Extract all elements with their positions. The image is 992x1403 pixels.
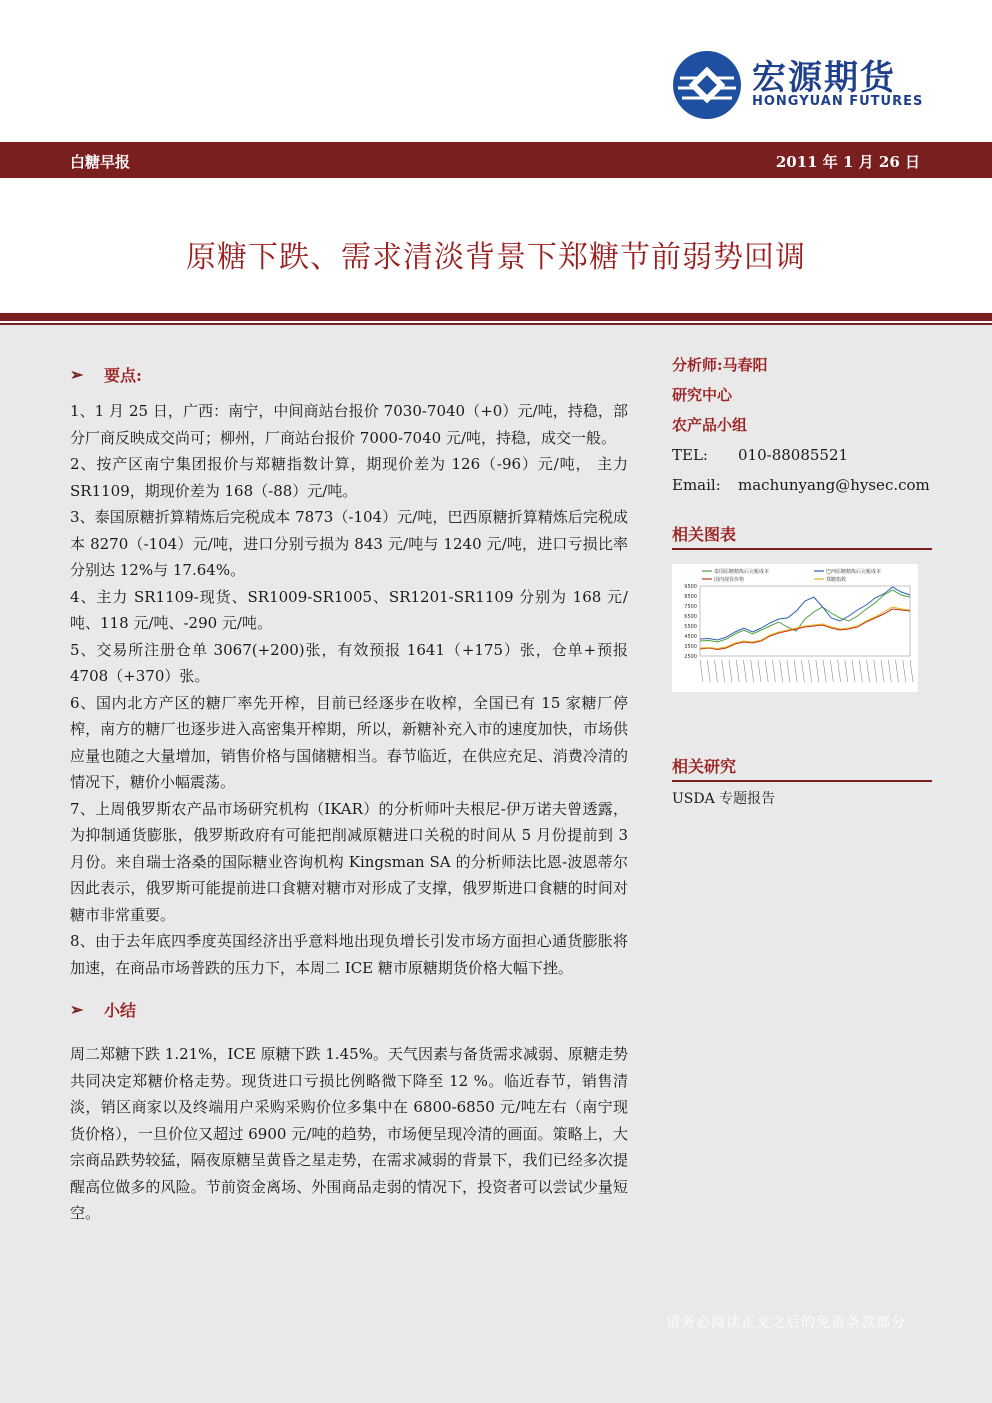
legend-label: 泰国原糖精炼后完税成本	[714, 569, 770, 575]
x-tick-mark	[765, 660, 768, 682]
x-tick-mark	[903, 660, 906, 682]
x-tick-mark	[910, 660, 913, 682]
x-tick-mark	[816, 660, 819, 682]
key-points-title: 要点:	[104, 365, 142, 385]
group-name: 农产品小组	[672, 416, 748, 434]
key-point-6: 6、国内北方产区的糖厂率先开榨，目前已经逐步在收榨，全国已有 15 家糖厂停榨，南方的糖厂也逐步进入高密集开榨期，所以，新糖补充入市的速度加快，市场供应量也随之大量增加，销售价格与国储糖相当。春节临近，在供应充足、消费冷清的情况下，糖价小幅震荡。	[70, 693, 628, 791]
x-tick-mark	[722, 660, 725, 682]
arrow-bullet-icon: ➢	[70, 364, 84, 384]
legend-label: 巴西原糖精炼后完税成本	[826, 569, 882, 575]
y-tick-label: 2500	[684, 654, 697, 660]
key-points-heading	[70, 360, 628, 388]
x-tick-mark	[859, 660, 862, 682]
tel-row	[672, 440, 932, 470]
x-tick-mark	[852, 660, 855, 682]
x-tick-mark	[874, 660, 877, 682]
x-tick-mark	[801, 660, 804, 682]
series-line	[700, 607, 910, 649]
x-tick-mark	[838, 660, 841, 682]
disclaimer-note: 请务必阅读正文之后的免责条款部分	[666, 1315, 906, 1331]
x-tick-mark	[888, 660, 891, 682]
y-tick-label: 9500	[684, 584, 697, 590]
x-tick-mark	[787, 660, 790, 682]
tel-value: 010-88085521	[738, 446, 849, 464]
analyst-name: 分析师:马春阳	[672, 356, 768, 374]
x-tick-mark	[794, 660, 797, 682]
y-tick-label: 3500	[684, 644, 697, 650]
key-point-3: 3、泰国原糖折算精炼后完税成本 7873（-104）元/吨，巴西原糖折算精炼后完税成本 8270（-104）元/吨，进口分别亏损为 843 元/吨与 1240 元/吨，进口亏损比率分别达 12%与 17.64%。	[70, 508, 628, 579]
legend-label: 郑糖指数	[826, 577, 847, 583]
email-label: Email:	[672, 476, 721, 494]
key-point-8: 8、由于去年底四季度英国经济出乎意料地出现负增长引发市场方面担心通货膨胀将加速，在商品市场普跌的压力下，本周二 ICE 糖市原糖期货价格大幅下挫。	[70, 932, 628, 977]
key-point-7: 7、上周俄罗斯农产品市场研究机构（IKAR）的分析师叶夫根尼-伊万诺夫曾透露，为抑制通货膨胀，俄罗斯政府有可能把削减原糖进口关税的时间从 5 月份提前到 3 月份。来自瑞士洛桑的国际糖业咨询机构 Kingsman SA 的分析师法比恩-波恩蒂尔因此表示，俄罗斯可能提前进口食糖对糖市对形成了支撑，俄罗斯进口食糖的时间对糖市非常重要。	[70, 799, 628, 924]
header	[0, 0, 992, 140]
divider-thick	[0, 313, 992, 321]
x-tick-mark	[867, 660, 870, 682]
x-tick-mark	[845, 660, 848, 682]
x-tick-mark	[780, 660, 783, 682]
report-type: 白糖早报	[70, 153, 131, 171]
x-tick-mark	[700, 660, 703, 682]
email-value[interactable]: machunyang@hysec.com	[738, 476, 930, 494]
x-tick-mark	[881, 660, 884, 682]
report-date: 2011 年 1 月 26 日	[775, 153, 920, 171]
arrow-bullet-icon: ➢	[70, 999, 84, 1019]
main-column	[70, 360, 628, 1227]
related-chart	[672, 564, 918, 692]
logo-text-en: HONGYUAN FUTURES	[752, 94, 924, 109]
y-tick-label: 8500	[684, 594, 697, 600]
x-tick-mark	[809, 660, 812, 682]
summary-title: 小结	[104, 1000, 137, 1020]
x-tick-mark	[714, 660, 717, 682]
research-section-title: 相关研究	[672, 754, 932, 782]
sidebar	[672, 350, 932, 808]
y-tick-label: 7500	[684, 604, 697, 610]
series-line	[700, 587, 910, 640]
x-tick-mark	[823, 660, 826, 682]
x-tick-mark	[729, 660, 732, 682]
key-point-2: 2、按产区南宁集团报价与郑糖指数计算，期现价差为 126（-96）元/吨， 主力 SR1109，期现价差为 168（-88）元/吨。	[70, 455, 628, 500]
x-tick-mark	[707, 660, 710, 682]
research-item[interactable]: USDA 专题报告	[672, 791, 776, 807]
y-tick-label: 4500	[684, 634, 697, 640]
logo-mark-icon	[672, 50, 742, 120]
email-row	[672, 470, 932, 500]
x-tick-mark	[751, 660, 754, 682]
x-tick-mark	[830, 660, 833, 682]
price-chart	[672, 564, 918, 692]
key-point-4: 4、主力 SR1109-现货、SR1009-SR1005、SR1201-SR1109 分别为 168 元/吨、118 元/吨、-290 元/吨。	[70, 587, 628, 632]
x-tick-mark	[736, 660, 739, 682]
logo-text-cn: 宏源期货	[752, 58, 896, 98]
key-point-1: 1、1 月 25 日，广西：南宁，中间商站台报价 7030-7040（+0）元/吨，持稳，部分厂商反映成交尚可；柳州，厂商站台报价 7000-7040 元/吨，持稳，成交一般。	[70, 402, 628, 447]
department: 研究中心	[672, 386, 733, 404]
key-point-5: 5、交易所注册仓单 3067(+200)张，有效预报 1641（+175）张，仓单+预报 4708（+370）张。	[70, 640, 628, 685]
chart-section-title: 相关图表	[672, 522, 932, 550]
y-tick-label: 6500	[684, 614, 697, 620]
page-title: 原糖下跌、需求清淡背景下郑糖节前弱势回调	[186, 240, 806, 275]
legend-label: 国内现货价格	[714, 577, 745, 583]
x-tick-mark	[743, 660, 746, 682]
x-tick-mark	[772, 660, 775, 682]
summary-heading	[70, 995, 628, 1023]
summary-text: 周二郑糖下跌 1.21%，ICE 原糖下跌 1.45%。天气因素与备货需求减弱、原糖走势共同决定郑糖价格走势。现货进口亏损比例略微下降至 12 %。临近春节，销售清淡，销区商家以及终端用户采购采购价位多集中在 6800-6850 元/吨左右（南宁现货价格），一旦价位又超过 6900 元/吨的趋势，市场便呈现冷清的画面。策略上，大宗商品跌势较猛，隔夜原糖呈黄昏之星走势，在需求减弱的背景下，我们已经多次提醒高位做多的风险。节前资金离场、外围商品走弱的情况下，投资者可以尝试少量短空。	[70, 1045, 628, 1222]
tel-label: TEL:	[672, 446, 708, 464]
y-tick-label: 5500	[684, 624, 697, 630]
x-tick-mark	[896, 660, 899, 682]
x-tick-mark	[758, 660, 761, 682]
